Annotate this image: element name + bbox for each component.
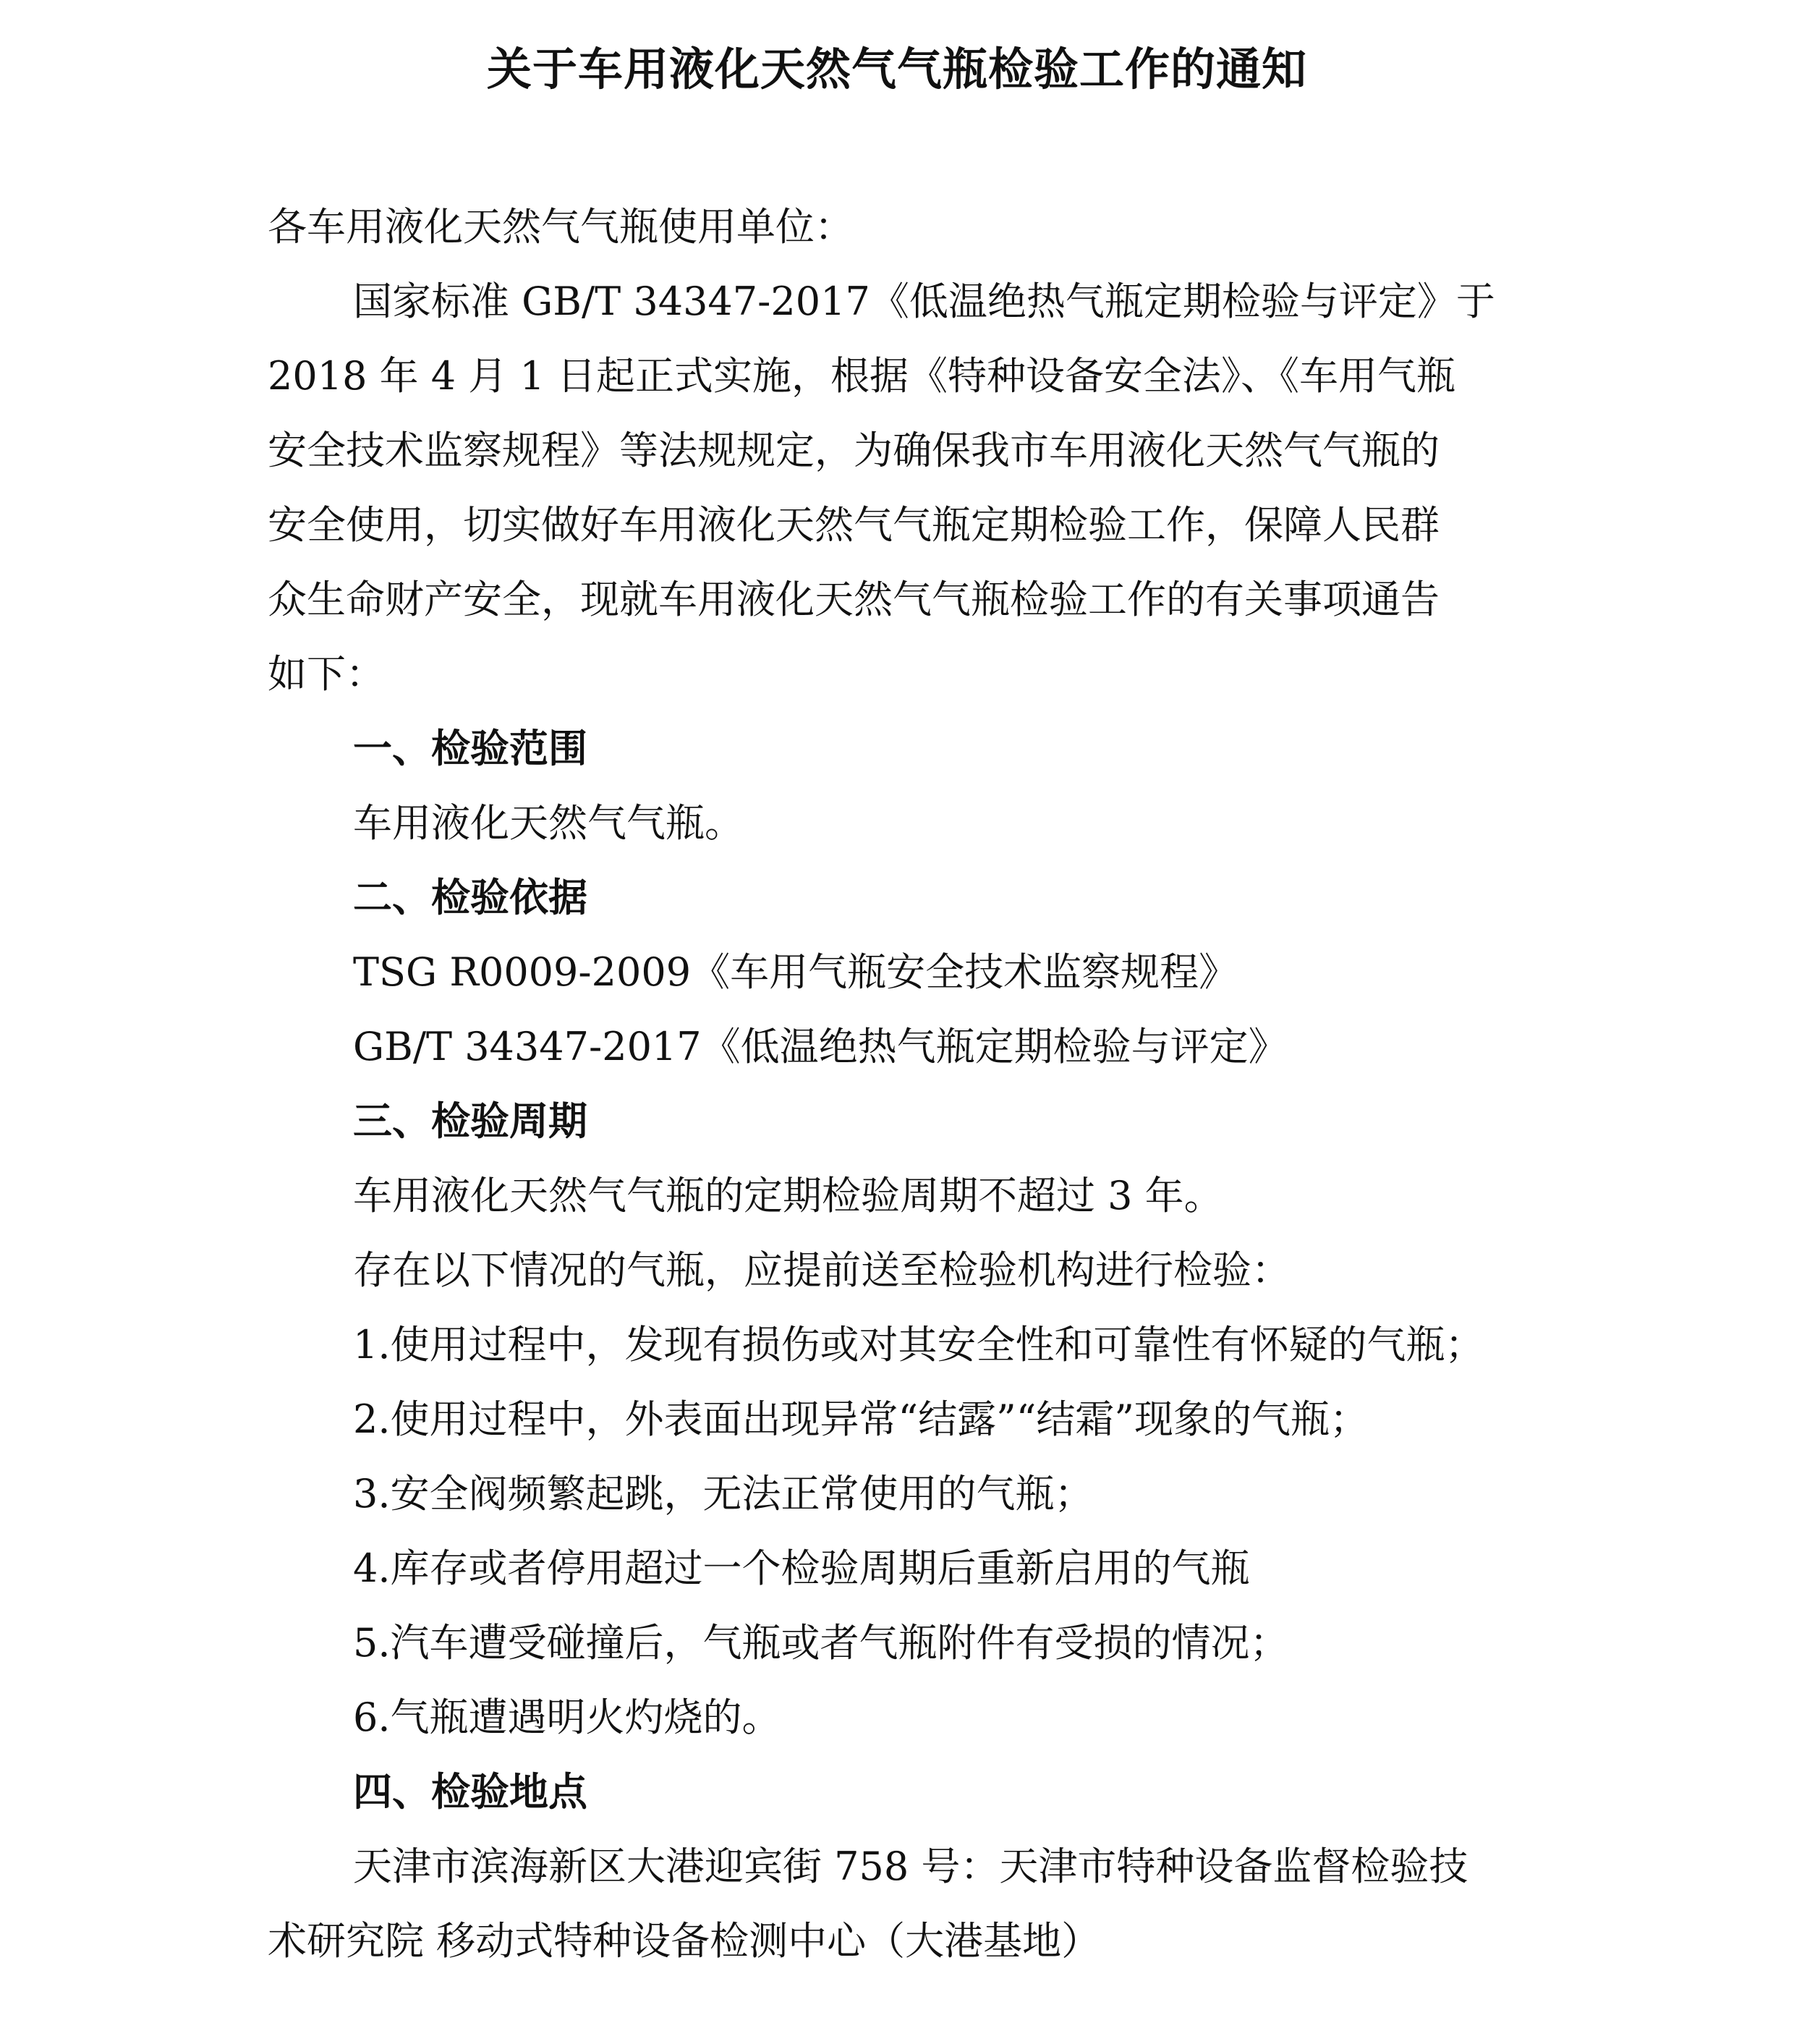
condition-item: 1.使用过程中，发现有损伤或对其安全性和可靠性有怀疑的气瓶；: [353, 1322, 1484, 1367]
section-heading: 四、检验地点: [353, 1769, 587, 1815]
section-period: [268, 1084, 1534, 1755]
intro-line: 国家标准 GB/T 34347-2017《低温绝热气瓶定期检验与评定》于: [353, 279, 1495, 324]
document-title: 关于车用液化天然气气瓶检验工作的通知: [486, 43, 1307, 96]
address-line: 术研究院 移动式特种设备检测中心（大港基地）: [268, 1918, 1101, 1964]
section-heading: 三、检验周期: [353, 1098, 587, 1144]
period-lead: 存在以下情况的气瓶，应提前送至检验机构进行检验：: [353, 1247, 1291, 1293]
condition-item: 2.使用过程中，外表面出现异常“结露”“结霜”现象的气瓶；: [353, 1396, 1369, 1442]
intro-line: 安全技术监察规程》等法规规定，为确保我市车用液化天然气气瓶的: [268, 428, 1440, 473]
standard-item: GB/T 34347-2017《低温绝热气瓶定期检验与评定》: [353, 1024, 1288, 1069]
section-heading: 一、检验范围: [353, 726, 587, 771]
intro-line: 2018 年 4 月 1 日起正式实施，根据《特种设备安全法》、《车用气瓶: [268, 353, 1455, 399]
intro-line: 安全使用，切实做好车用液化天然气气瓶定期检验工作，保障人民群: [268, 502, 1440, 548]
condition-item: 6.气瓶遭遇明火灼烧的。: [353, 1695, 781, 1740]
address-line: 天津市滨海新区大港迎宾街 758 号：天津市特种设备监督检验技: [353, 1844, 1468, 1889]
intro-line: 如下：: [268, 651, 385, 697]
intro-paragraph: [268, 264, 1534, 711]
intro-line: 众生命财产安全，现就车用液化天然气气瓶检验工作的有关事项通告: [268, 577, 1440, 622]
condition-item: 4.库存或者停用超过一个检验周期后重新启用的气瓶: [353, 1545, 1250, 1591]
standard-item: TSG R0009-2009《车用气瓶安全技术监察规程》: [353, 949, 1238, 995]
section-basis: [268, 860, 1534, 1084]
section-heading: 二、检验依据: [353, 875, 587, 920]
section-scope: [268, 711, 1534, 860]
section-text: 车用液化天然气气瓶。: [353, 800, 744, 846]
period-text: 车用液化天然气气瓶的定期检验周期不超过 3 年。: [353, 1173, 1223, 1218]
condition-item: 3.安全阀频繁起跳，无法正常使用的气瓶；: [353, 1471, 1094, 1517]
document-body: [268, 190, 1534, 1978]
salutation: 各车用液化天然气气瓶使用单位：: [268, 204, 854, 250]
condition-item: 5.汽车遭受碰撞后，气瓶或者气瓶附件有受损的情况；: [353, 1620, 1289, 1666]
section-location: [268, 1755, 1534, 1978]
